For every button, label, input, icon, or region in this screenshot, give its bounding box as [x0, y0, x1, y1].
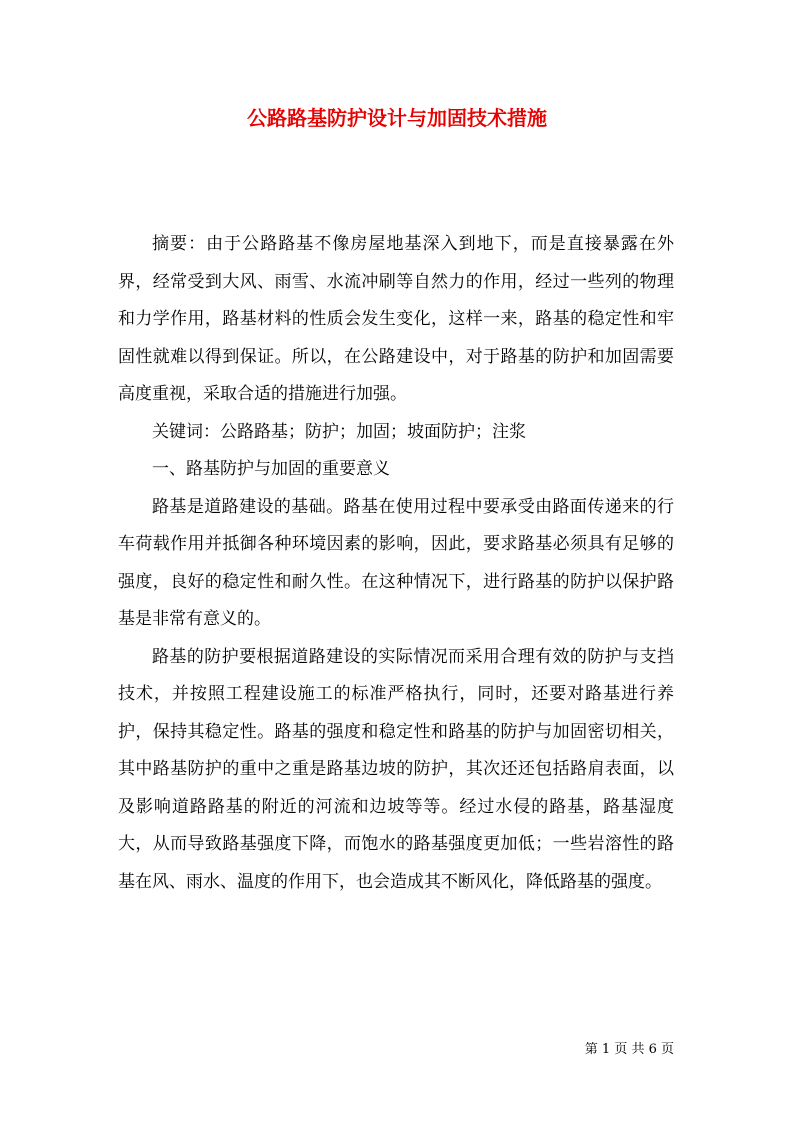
body-paragraph: 路基是道路建设的基础。路基在使用过程中要承受由路面传递来的行车荷载作用并抵御各种环境因素的影响，因此，要求路基必须具有足够的强度，良好的稳定性和耐久性。在这种情况下，进行路基的防护以保护路基是非常有意义的。: [118, 496, 674, 629]
page-number-footer: 第 1 页 共 6 页: [584, 1042, 674, 1057]
abstract-paragraph: 摘要：由于公路路基不像房屋地基深入到地下，而是直接暴露在外界，经常受到大风、雨雪、水流冲刷等自然力的作用，经过一些列的物理和力学作用，路基材料的性质会发生变化，这样一来，路基的稳定性和牢固性就难以得到保证。所以，在公路建设中，对于路基的防护和加固需要高度重视，采取合适的措施进行加强。: [118, 234, 674, 404]
keywords-paragraph: 关键词：公路路基；防护；加固；坡面防护；注浆: [152, 421, 526, 442]
document-body: [118, 226, 674, 901]
section-heading: 一、路基防护与加固的重要意义: [152, 459, 390, 479]
body-paragraph: 路基的防护要根据道路建设的实际情况而采用合理有效的防护与支挡技术，并按照工程建设施工的标准严格执行，同时，还要对路基进行养护，保持其稳定性。路基的强度和稳定性和路基的防护与加固密切相关，其中路基防护的重中之重是路基边坡的防护，其次还还包括路肩表面，以及影响道路路基的附近的河流和边坡等等。经过水侵的路基，路基湿度大，从而导致路基强度下降，而饱水的路基强度更加低；一些岩溶性的路基在风、雨水、温度的作用下，也会造成其不断风化，降低路基的强度。: [118, 646, 674, 892]
document-title: 公路路基防护设计与加固技术措施: [247, 106, 547, 130]
